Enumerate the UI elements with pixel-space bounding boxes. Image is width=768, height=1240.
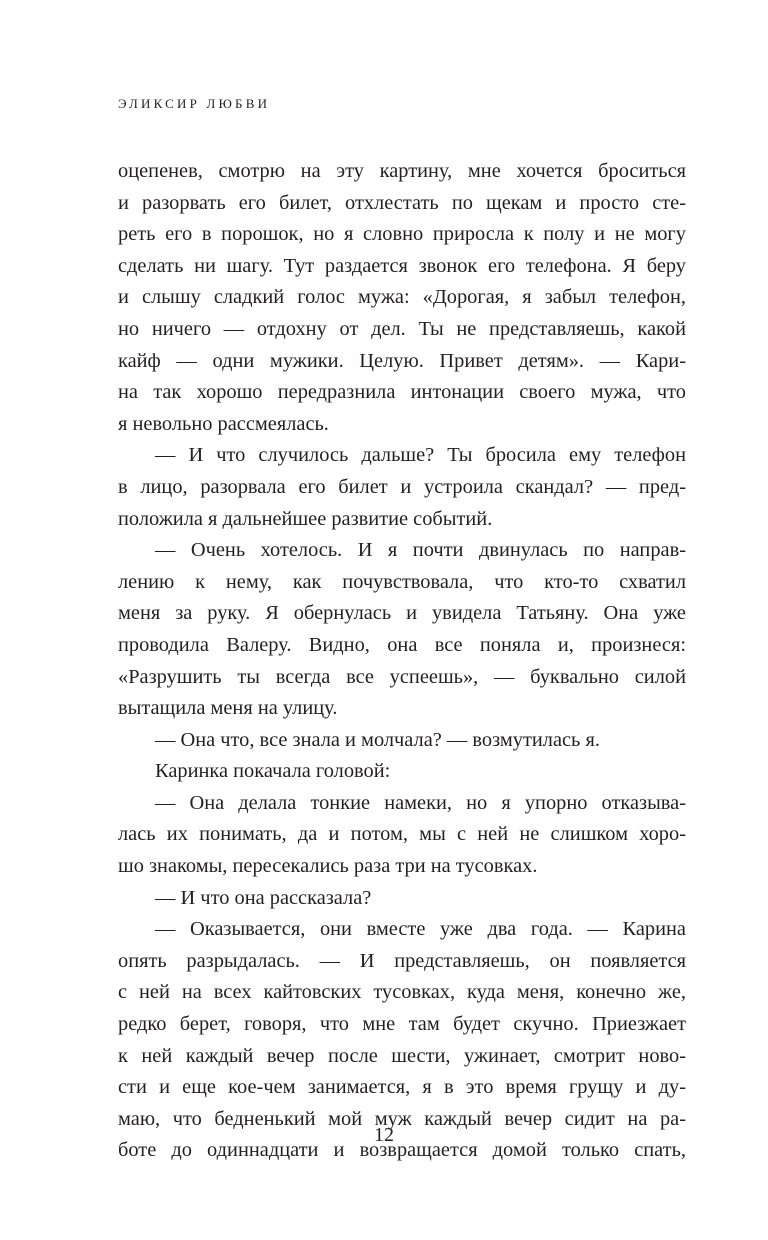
text-line: «Разрушить ты всегда все успеешь», — буквально силой <box>118 665 686 688</box>
text-line: я невольно рассмеялась. <box>118 412 329 435</box>
text-line: кайф — одни мужики. Целую. Привет детям». — Кари- <box>118 349 686 372</box>
text-line: опять разрыдалась. — И представляешь, он появляется <box>118 949 686 972</box>
text-line: проводила Валеру. Видно, она все поняла и, произнеся: <box>118 633 686 656</box>
text-line: к ней каждый вечер после шести, ужинает, смотрит ново- <box>118 1044 686 1067</box>
text-line: вытащила меня на улицу. <box>118 697 338 720</box>
text-line: в лицо, разорвала его билет и устроила скандал? — пред- <box>118 475 686 498</box>
text-line: — Оказывается, они вместе уже два года. — Карина <box>155 918 686 941</box>
body-text <box>118 156 686 1167</box>
text-line: на так хорошо передразнила интонации своего мужа, что <box>118 381 686 404</box>
text-line: — И что случилось дальше? Ты бросила ему телефон <box>155 444 686 467</box>
text-line: и разорвать его билет, отхлестать по щекам и просто сте- <box>118 191 686 214</box>
text-line: и слышу сладкий голос мужа: «Дорогая, я забыл телефон, <box>118 286 686 309</box>
page-number: 12 <box>374 1124 394 1146</box>
text-line: оцепенев, смотрю на эту картину, мне хочется броситься <box>118 160 686 182</box>
text-line: реть его в порошок, но я словно приросла к полу и не могу <box>118 223 686 246</box>
text-line: маю, что бедненький мой муж каждый вечер сидит на ра- <box>118 1107 686 1130</box>
text-line: боте до одиннадцати и возвращается домой только спать, <box>118 1139 686 1162</box>
text-line: но ничего — отдохну от дел. Ты не представляешь, какой <box>118 317 686 340</box>
text-line: — И что она рассказала? <box>155 886 372 909</box>
text-line: положила я дальнейшее развитие событий. <box>118 507 493 530</box>
text-line: редко берет, говоря, что мне там будет скучно. Приезжает <box>118 1013 686 1036</box>
text-line: шо знакомы, пересекались раза три на тусовках. <box>118 855 538 878</box>
text-line: с ней на всех кайтовских тусовках, куда меня, конечно же, <box>118 981 686 1004</box>
running-head: ЭЛИКСИР ЛЮБВИ <box>118 96 271 111</box>
text-line: — Она делала тонкие намеки, но я упорно отказыва- <box>155 791 686 814</box>
text-line: лась их понимать, да и потом, мы с ней не слишком хоро- <box>118 823 686 846</box>
text-line: Каринка покачала головой: <box>155 760 391 783</box>
text-line: — Она что, все знала и молчала? — возмутилась я. <box>155 728 600 751</box>
text-line: сти и еще кое-чем занимается, я в это время грущу и ду- <box>118 1076 686 1099</box>
text-line: — Очень хотелось. И я почти двинулась по направ- <box>155 539 686 562</box>
text-line: меня за руку. Я обернулась и увидела Татьяну. Она уже <box>118 602 686 625</box>
text-line: сделать ни шагу. Тут раздается звонок его телефона. Я беру <box>118 254 686 277</box>
text-line: лению к нему, как почувствовала, что кто-то схватил <box>118 570 686 593</box>
